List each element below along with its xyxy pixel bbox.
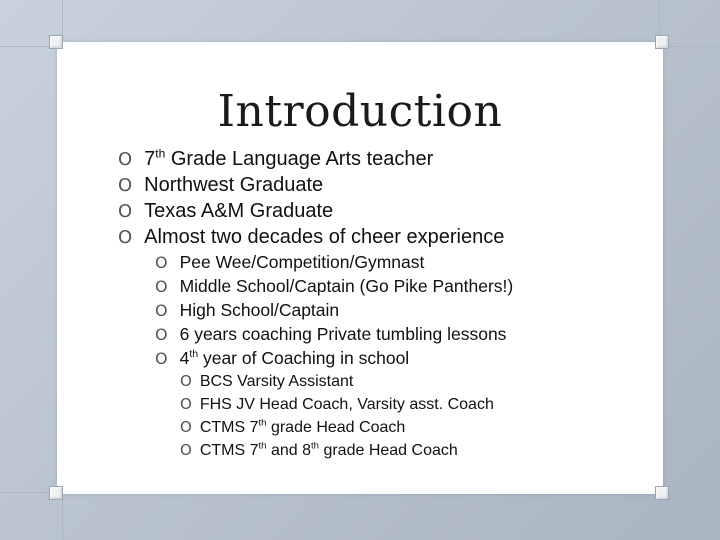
corner-pin-icon <box>49 35 63 49</box>
bullet-text: FHS JV Head Coach, Varsity asst. Coach <box>199 396 494 413</box>
bullet-level1 <box>118 174 323 197</box>
bullet-text: Northwest Graduate <box>144 174 324 196</box>
bullet-superscript: th <box>310 440 319 452</box>
bullet-text: Grade Language Arts teacher <box>165 148 434 170</box>
bullet-level2 <box>155 276 513 297</box>
bullet-level3 <box>180 372 353 391</box>
bullet-level2 <box>155 252 424 273</box>
bullet-marker-icon: O <box>180 395 192 413</box>
bullet-marker-icon: O <box>180 372 192 390</box>
bullet-text: 6 years coaching Private tumbling lessons <box>179 324 507 344</box>
bullet-text: grade Head Coach <box>319 442 458 459</box>
bullet-superscript: th <box>189 348 199 361</box>
bullet-marker-icon: O <box>118 149 133 170</box>
bullet-text: Almost two decades of cheer experience <box>144 226 505 248</box>
bullet-level3 <box>180 418 405 437</box>
bullet-level1 <box>118 200 333 223</box>
bullet-superscript: th <box>258 417 267 429</box>
corner-pin-icon <box>49 486 63 500</box>
bullet-marker-icon: O <box>118 175 133 196</box>
bullet-level3 <box>180 441 458 460</box>
bullet-marker-icon: O <box>180 441 192 459</box>
bullet-text: 4 <box>179 348 190 368</box>
bullet-text: CTMS 7 <box>199 442 259 459</box>
bullet-marker-icon: O <box>155 349 168 368</box>
bullet-text: Pee Wee/Competition/Gymnast <box>179 252 425 272</box>
bullet-text: and 8 <box>266 442 311 459</box>
bullet-superscript: th <box>258 440 267 452</box>
bullet-marker-icon: O <box>155 277 168 296</box>
bullet-text: High School/Captain <box>179 300 340 320</box>
bullet-text: grade Head Coach <box>266 419 406 436</box>
bullet-level2 <box>155 324 506 345</box>
bullet-text: Texas A&M Graduate <box>144 200 334 222</box>
bullet-marker-icon: O <box>155 325 168 344</box>
bullet-marker-icon: O <box>118 227 133 248</box>
bullet-level3 <box>180 395 494 414</box>
bullet-text: year of Coaching in school <box>198 348 410 368</box>
bullet-text: BCS Varsity Assistant <box>199 373 354 390</box>
bullet-marker-icon: O <box>155 253 168 272</box>
bullet-text: Middle School/Captain (Go Pike Panthers!) <box>179 276 514 296</box>
bullet-marker-icon: O <box>180 418 192 436</box>
bullet-level2 <box>155 348 409 369</box>
bullet-text: CTMS 7 <box>199 419 259 436</box>
bullet-superscript: th <box>155 146 166 161</box>
corner-pin-icon <box>655 35 669 49</box>
bullet-text: 7 <box>144 148 156 170</box>
bullet-level2 <box>155 300 339 321</box>
slide-title: Introduction <box>217 86 503 137</box>
bullet-marker-icon: O <box>118 201 133 222</box>
bullet-marker-icon: O <box>155 301 168 320</box>
bullet-level1 <box>118 226 504 249</box>
bullet-level1 <box>118 148 433 171</box>
corner-pin-icon <box>655 486 669 500</box>
